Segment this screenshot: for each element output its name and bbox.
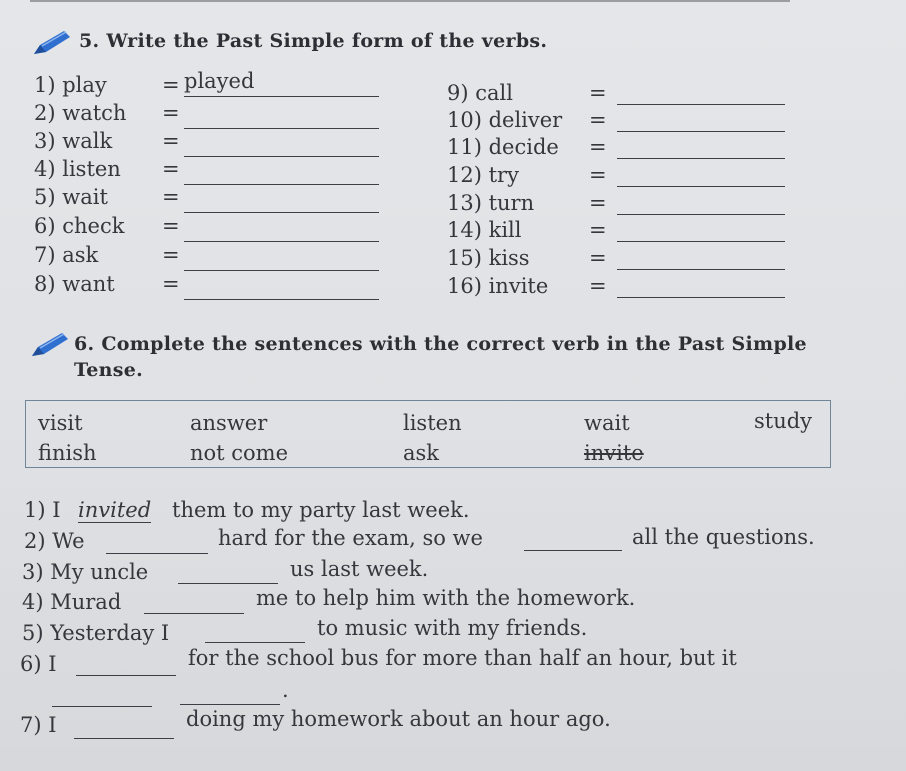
verb-row-5 <box>34 184 394 210</box>
verb-label: 16) invite <box>447 274 549 298</box>
sentence-4-start: 4) Murad <box>22 590 122 614</box>
verb-label: 10) deliver <box>447 108 563 132</box>
answer-blank[interactable] <box>76 651 176 676</box>
answer-blank[interactable] <box>180 680 280 705</box>
answer-blank[interactable] <box>144 589 244 614</box>
word-bank-item: not come <box>190 441 289 465</box>
verb-label: 11) decide <box>447 135 559 159</box>
filled-answer: played <box>184 69 255 93</box>
verb-row-13 <box>447 190 792 216</box>
answer-blank[interactable] <box>617 109 785 132</box>
verb-label: 15) kiss <box>447 246 530 270</box>
answer-blank[interactable] <box>52 682 152 707</box>
answer-blank[interactable] <box>184 248 379 271</box>
verb-row-6 <box>34 213 394 239</box>
exercise-6-title-line1: 6. Complete the sentences with the correct verb in the Past Simple <box>74 333 807 355</box>
sentence-7-end: doing my homework about an hour ago. <box>186 707 611 731</box>
answer-blank[interactable] <box>617 192 785 215</box>
sentence-7-start: 7) I <box>20 713 57 737</box>
sentence-3-end: us last week. <box>290 557 429 581</box>
equals-sign: = <box>589 246 607 270</box>
equals-sign: = <box>589 163 607 187</box>
verb-label: 12) try <box>447 163 519 187</box>
equals-sign: = <box>589 81 607 105</box>
answer-blank[interactable] <box>617 247 785 270</box>
equals-sign: = <box>162 272 180 296</box>
pencil-icon <box>30 28 74 58</box>
verb-label: 1) play <box>34 73 107 97</box>
answer-blank[interactable] <box>184 69 379 97</box>
equals-sign: = <box>162 129 180 153</box>
verb-label: 14) kill <box>447 218 522 242</box>
verb-label: 7) ask <box>34 243 99 267</box>
answer-blank[interactable] <box>178 559 278 584</box>
answer-blank[interactable] <box>184 106 379 129</box>
sentence-2-end: all the questions. <box>632 525 815 549</box>
verb-label: 6) check <box>34 214 125 238</box>
answer-blank[interactable] <box>617 82 785 105</box>
equals-sign: = <box>589 274 607 298</box>
sentence-2-start: 2) We <box>24 529 85 553</box>
word-bank-item: listen <box>403 411 462 435</box>
verb-row-2 <box>34 100 394 126</box>
answer-blank[interactable] <box>205 618 305 643</box>
exercise-5-title: 5. Write the Past Simple form of the verbs. <box>79 30 548 52</box>
answer-blank[interactable] <box>184 219 379 242</box>
sentence-5-start: 5) Yesterday I <box>22 621 170 645</box>
pencil-icon <box>28 330 72 360</box>
word-bank-item: finish <box>38 441 97 465</box>
equals-sign: = <box>589 135 607 159</box>
word-bank-item: visit <box>38 411 83 435</box>
equals-sign: = <box>162 101 180 125</box>
verb-row-10 <box>447 107 792 133</box>
verb-label: 3) walk <box>34 129 113 153</box>
word-bank-item: wait <box>584 411 630 435</box>
word-bank-box <box>25 400 831 468</box>
equals-sign: = <box>589 108 607 132</box>
equals-sign: = <box>162 157 180 181</box>
verb-row-15 <box>447 245 792 271</box>
verb-row-1 <box>34 69 394 98</box>
verb-label: 8) want <box>34 272 115 296</box>
sentence-1-start: 1) I <box>24 498 61 522</box>
sentence-5-end: to music with my friends. <box>317 616 588 640</box>
sentence-1-end: them to my party last week. <box>172 498 470 522</box>
answer-blank[interactable] <box>74 714 174 739</box>
sentence-2-middle: hard for the exam, so we <box>218 526 483 550</box>
verb-row-4 <box>34 156 394 182</box>
equals-sign: = <box>589 191 607 215</box>
sentence-6-start: 6) I <box>20 652 57 676</box>
sentence-6-period: . <box>282 678 289 702</box>
word-bank-item: ask <box>403 441 440 465</box>
word-bank-item-crossed: invite <box>584 441 644 465</box>
equals-sign: = <box>162 243 180 267</box>
answer-blank[interactable] <box>184 277 379 300</box>
verb-row-14 <box>447 217 792 243</box>
answer-blank[interactable] <box>617 136 785 159</box>
sentence-4-end: me to help him with the homework. <box>256 586 636 610</box>
sentence-6-end: for the school bus for more than half an hour, but it <box>188 646 737 670</box>
verb-label: 5) wait <box>34 185 108 209</box>
verb-row-3 <box>34 128 394 154</box>
sentence-1-answer: invited <box>78 498 152 522</box>
verb-row-16 <box>447 273 792 299</box>
answer-blank[interactable] <box>106 529 208 554</box>
answer-blank[interactable] <box>617 275 785 298</box>
verb-row-11 <box>447 134 792 160</box>
answer-blank[interactable] <box>617 164 785 187</box>
verb-label: 9) call <box>447 81 513 105</box>
answer-blank[interactable] <box>617 219 785 242</box>
verb-label: 4) listen <box>34 157 121 181</box>
sentence-3-start: 3) My uncle <box>22 560 149 584</box>
verb-row-9 <box>447 80 792 106</box>
equals-sign: = <box>589 218 607 242</box>
word-bank-item: answer <box>190 411 268 435</box>
answer-blank[interactable] <box>184 162 379 185</box>
verb-row-7 <box>34 242 394 268</box>
equals-sign: = <box>162 73 180 97</box>
word-bank-item: study <box>754 409 813 433</box>
answer-blank[interactable] <box>184 190 379 213</box>
verb-label: 13) turn <box>447 191 535 215</box>
equals-sign: = <box>162 185 180 209</box>
verb-row-8 <box>34 271 394 297</box>
equals-sign: = <box>162 214 180 238</box>
page-top-rule <box>30 0 790 2</box>
answer-blank[interactable] <box>184 134 379 157</box>
verb-row-12 <box>447 162 792 188</box>
answer-blank[interactable] <box>524 526 622 551</box>
verb-label: 2) watch <box>34 101 127 125</box>
exercise-6-title-line2: Tense. <box>74 359 144 381</box>
